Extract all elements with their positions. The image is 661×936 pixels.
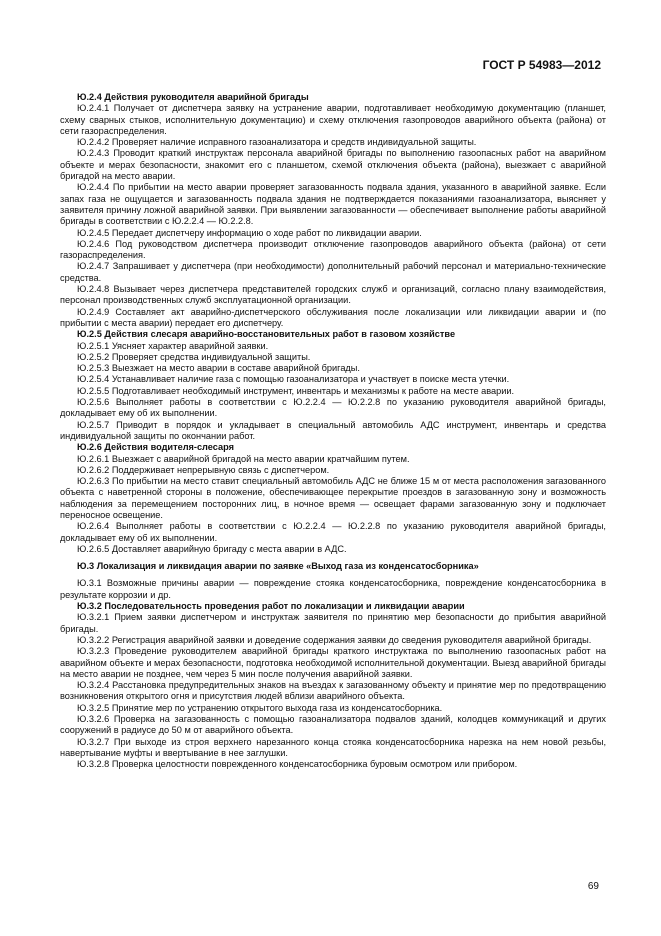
paragraph: Ю.2.5.6 Выполняет работы в соответствии с Ю.2.2.4 — Ю.2.2.8 по указанию руководителя аварийной бригады, докладывает ему об их выполнении. [60, 397, 606, 419]
paragraph: Ю.2.5.7 Приводит в порядок и укладывает в специальный автомобиль АДС инструмент, инвентарь и средства индивидуальной защиты по окончании работ. [60, 419, 606, 441]
document-body [60, 92, 606, 771]
paragraph: Ю.3.2.3 Проведение руководителем аварийной бригады краткого инструктажа по выполнению газоопасных работ на аварийном объекте и мерах безопасности, подготовка необходимой исполнительной документации. Выезд аварийной бригады на место аварии не позднее, чем через 5 мин после получения аварийной заявки. [60, 646, 606, 679]
paragraph: Ю.2.4.9 Составляет акт аварийно-диспетчерского обслуживания после локализации или ликвидации аварии и (по прибытии с места аварии) передает его диспетчеру. [60, 306, 606, 328]
paragraph: Ю.3.2.6 Проверка на загазованность с помощью газоанализатора подвалов зданий, колодцев коммуникаций и других сооружений в радиусе до 50 м от аварийного объекта. [60, 714, 606, 736]
paragraph: Ю.2.4.1 Получает от диспетчера заявку на устранение аварии, подготавливает необходимую документацию (планшет, схему сварных стыков, исполнительную документацию) и схему отключения газопроводов аварийного объекта (района) от сети газораспределения. [60, 103, 606, 136]
paragraph: Ю.2.5.4 Устанавливает наличие газа с помощью газоанализатора и участвует в поиске места утечки. [77, 374, 510, 385]
paragraph: Ю.2.4.4 По прибытии на место аварии проверяет загазованность подвала здания, указанного в аварийной заявке. Если запах газа не ощущается и загазованность подвала здания не подтверждается показаниями газоанализатора, выясняет у заявителя причину ложной аварийной заявки. При выявлении загазованности — обеспечивает выполнение работы аварийной бригады в соответствии с Ю.2.2.4 — Ю.2.2.8. [60, 182, 606, 227]
section-heading: Ю.2.6 Действия водителя-слесаря [77, 442, 234, 453]
paragraph: Ю.2.5.1 Уясняет характер аварийной заявки. [77, 340, 269, 351]
paragraph: Ю.3.2.8 Проверка целостности поврежденного конденсатосборника буровым осмотром или прибором. [77, 759, 518, 770]
paragraph: Ю.3.2.7 При выходе из строя верхнего нарезанного конца стояка конденсатосборника нарезка на нем новой резьбы, навертывание муфты и ввертывание в нее заглушки. [60, 736, 606, 758]
paragraph: Ю.2.6.5 Доставляет аварийную бригаду с места аварии в АДС. [77, 543, 347, 554]
paragraph: Ю.2.5.2 Проверяет средства индивидуальной защиты. [77, 351, 311, 362]
paragraph: Ю.2.4.6 Под руководством диспетчера производит отключение газопроводов аварийного объекта (района) от сети газораспределения. [60, 238, 606, 261]
document-header: ГОСТ Р 54983—2012 [482, 58, 601, 72]
paragraph: Ю.2.4.5 Передает диспетчеру информацию о ходе работ по ликвидации аварии. [77, 227, 422, 238]
paragraph: Ю.2.6.4 Выполняет работы в соответствии с Ю.2.2.4 — Ю.2.2.8 по указанию руководителя аварийной бригады, докладывает ему об их выполнении. [60, 521, 606, 543]
paragraph: Ю.3.2.5 Принятие мер по устранению открытого выхода газа из конденсатосборника. [77, 702, 443, 713]
paragraph: Ю.3.2.1 Прием заявки диспетчером и инструктаж заявителя по принятию мер безопасности до прибытия аварийной бригады. [60, 612, 606, 634]
section-heading: Ю.2.5 Действия слесаря аварийно-восстановительных работ в газовом хозяйстве [77, 329, 456, 340]
section-heading: Ю.3 Локализация и ликвидация аварии по заявке «Выход газа из конденсатосборника» [77, 561, 479, 572]
paragraph: Ю.2.4.3 Проводит краткий инструктаж персонала аварийной бригады по выполнению газоопасных работ на аварийном объекте и мерах безопасности, знакомит его с планшетом, схемой отключения объекта (района), выезжает с аварийной бригадой на место аварии. [60, 148, 606, 182]
paragraph: Ю.2.6.2 Поддерживает непрерывную связь с диспетчером. [77, 464, 330, 475]
section-heading: Ю.2.4 Действия руководителя аварийной бригады [77, 92, 309, 102]
section-heading: Ю.3.2 Последовательность проведения работ по локализации и ликвидации аварии [77, 601, 465, 612]
page-number: 69 [587, 881, 599, 892]
paragraph: Ю.2.4.2 Проверяет наличие исправного газоанализатора и средств индивидуальной защиты. [77, 137, 477, 148]
paragraph: Ю.2.6.1 Выезжает с аварийной бригадой на место аварии кратчайшим путем. [77, 453, 410, 464]
paragraph: Ю.2.5.3 Выезжает на место аварии в составе аварийной бригады. [77, 363, 360, 374]
paragraph: Ю.3.1 Возможные причины аварии — повреждение стояка конденсатосборника, повреждение конденсатосборника в результате коррозии и др. [60, 578, 606, 600]
paragraph: Ю.3.2.2 Регистрация аварийной заявки и доведение содержания заявки до сведения руководителя аварийной бригады. [77, 634, 592, 645]
paragraph: Ю.2.5.5 Подготавливает необходимый инструмент, инвентарь и механизмы к работе на месте аварии. [77, 385, 515, 396]
paragraph: Ю.3.2.4 Расстановка предупредительных знаков на въездах к загазованному объекту и принятие мер по предотвращению возникновения открытого огня и присутствия людей вблизи аварийного объекта. [60, 680, 606, 702]
paragraph: Ю.2.6.3 По прибытии на место ставит специальный автомобиль АДС не ближе 15 м от места расположения загазованного объекта с наветренной стороны в положение, обеспечивающее перекрытие проездов в загазованную зону и возможность наблюдения за перемещением посторонних лиц, в ночное время — освещает фарами загазованную зону и подключает переносное освещение. [60, 476, 606, 520]
paragraph: Ю.2.4.8 Вызывает через диспетчера представителей городских служб и организаций, согласно плану взаимодействия, персонал производственных служб эксплуатационной организации. [60, 284, 606, 306]
paragraph: Ю.2.4.7 Запрашивает у диспетчера (при необходимости) дополнительный рабочий персонал и материально-технические средства. [60, 261, 606, 283]
